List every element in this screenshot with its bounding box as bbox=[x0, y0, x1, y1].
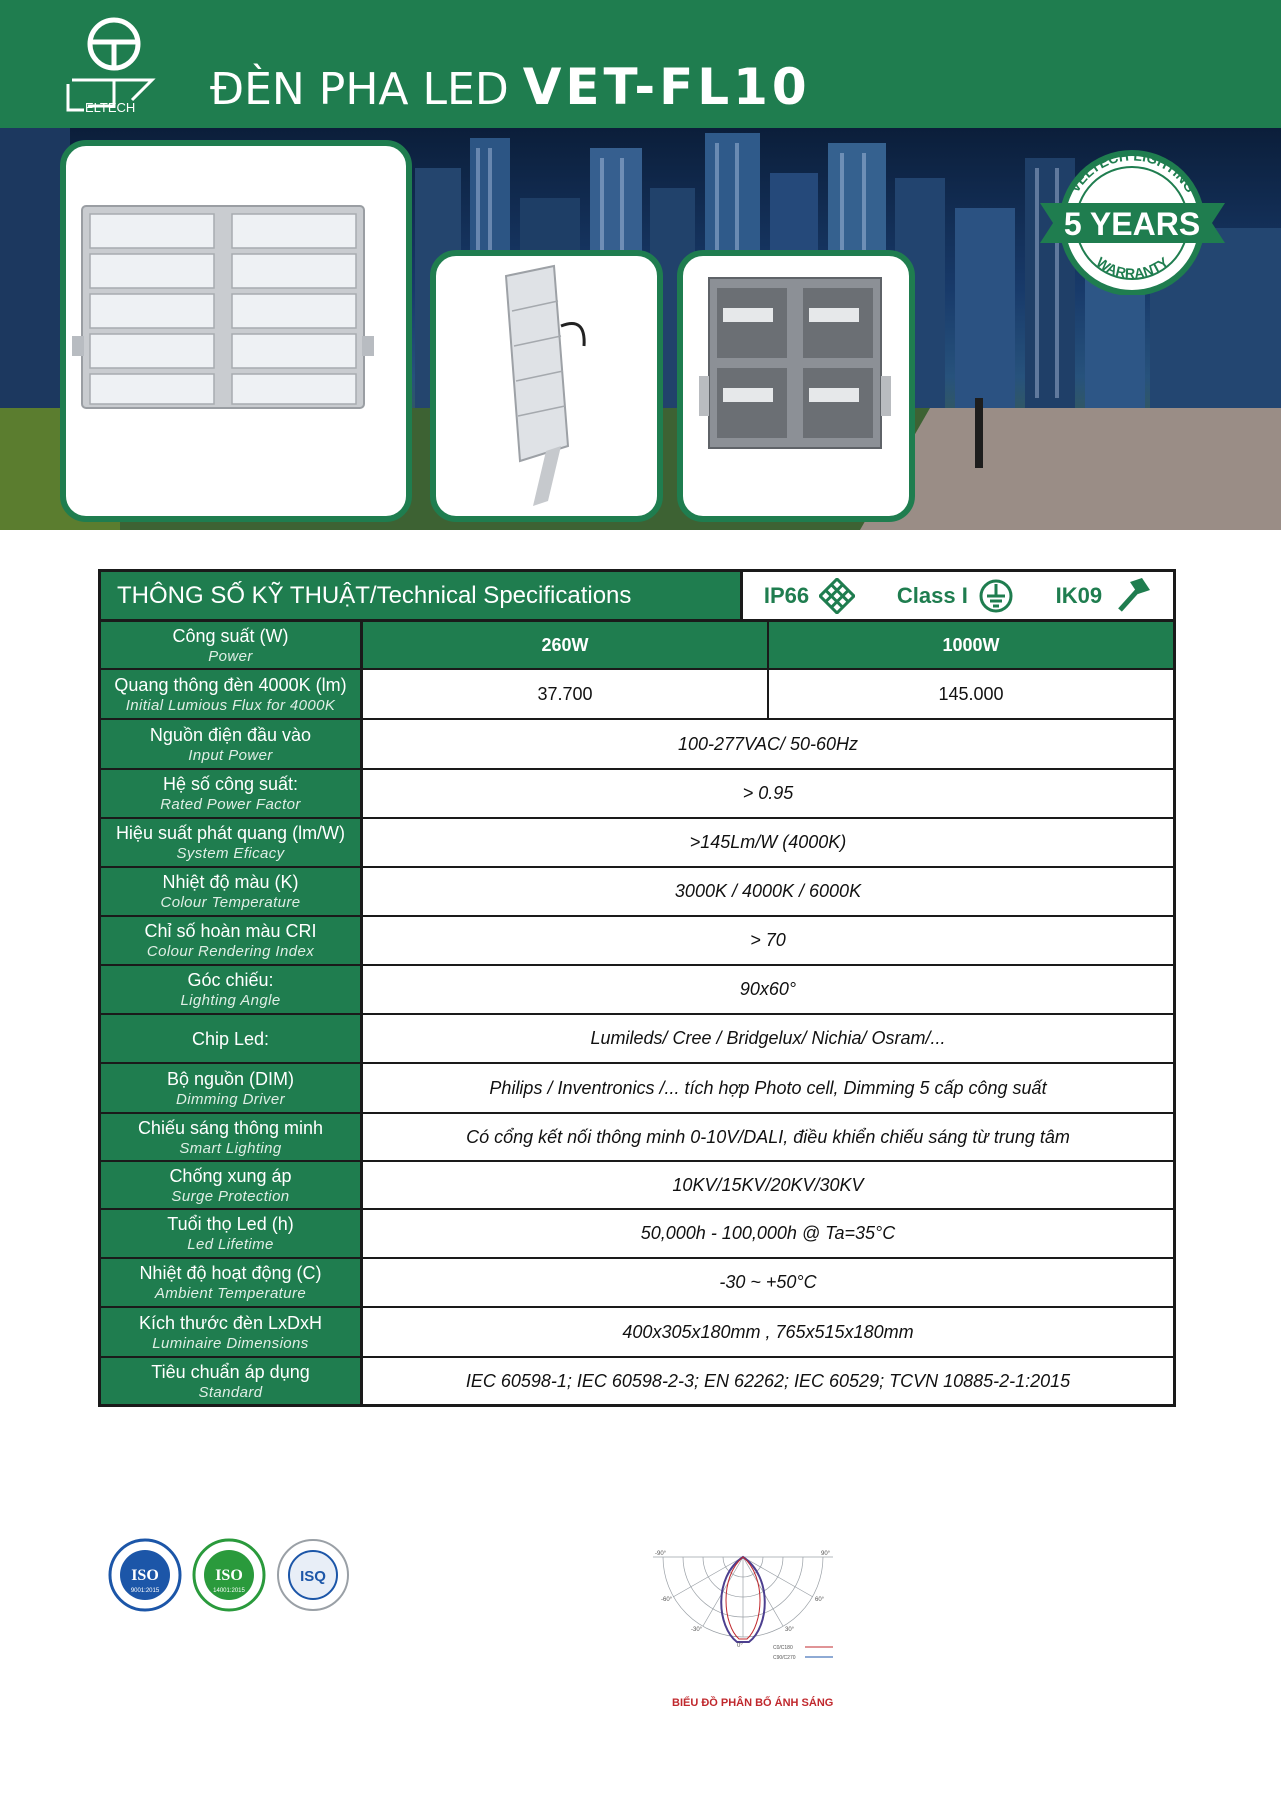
svg-text:ISQ: ISQ bbox=[300, 1568, 326, 1585]
spec-table bbox=[98, 569, 1176, 1407]
spec-row-power bbox=[101, 622, 1173, 668]
spec-rows bbox=[101, 622, 1173, 1404]
label-en: Ambient Temperature bbox=[154, 1285, 307, 1302]
spec-value: 50,000h - 100,000h @ Ta=35°C bbox=[640, 1223, 896, 1243]
rating-ip-label: IP66 bbox=[763, 582, 810, 608]
svg-text:-30°: -30° bbox=[691, 1627, 703, 1633]
spec-value: 3000K / 4000K / 6000K bbox=[674, 881, 862, 901]
spec-label bbox=[101, 622, 363, 668]
floodlight-side-image bbox=[436, 256, 657, 516]
ip-grid-icon bbox=[819, 578, 855, 614]
spec-value bbox=[363, 622, 1173, 668]
spec-value: > 0.95 bbox=[742, 783, 794, 803]
label-en: Colour Rendering Index bbox=[146, 943, 315, 960]
spec-row-cri bbox=[101, 915, 1173, 964]
title-prefix: ĐÈN PHA LED bbox=[210, 64, 509, 115]
spec-label bbox=[101, 819, 363, 866]
product-photo-back bbox=[677, 250, 915, 522]
spec-value: 90x60° bbox=[739, 979, 797, 999]
spec-row-ambient bbox=[101, 1257, 1173, 1306]
spec-label bbox=[101, 720, 363, 768]
spec-label bbox=[101, 868, 363, 915]
spec-value: 400x305x180mm , 765x515x180mm bbox=[622, 1321, 914, 1342]
svg-text:0°: 0° bbox=[737, 1643, 743, 1649]
spec-value: IEC 60598-1; IEC 60598-2-3; EN 62262; IEC 60529; TCVN 10885-2-1:2015 bbox=[465, 1370, 1071, 1391]
label-vi: Hiệu suất phát quang (lm/W) bbox=[115, 823, 346, 843]
spec-row-chip bbox=[101, 1013, 1173, 1062]
svg-text:ISO: ISO bbox=[131, 1567, 159, 1584]
svg-text:-90°: -90° bbox=[655, 1551, 667, 1557]
spec-label bbox=[101, 1064, 363, 1112]
spec-value: Có cổng kết nối thông minh 0-10V/DALI, điều khiển chiếu sáng từ trung tâm bbox=[466, 1126, 1070, 1147]
iso-9001-logo bbox=[108, 1538, 182, 1612]
label-vi: Chỉ số hoàn màu CRI bbox=[144, 921, 317, 941]
svg-text:60°: 60° bbox=[815, 1597, 825, 1603]
spec-value: -30 ~ +50°C bbox=[719, 1272, 817, 1292]
spec-value: > 70 bbox=[750, 930, 786, 950]
logo-text: ELTECH bbox=[85, 100, 136, 115]
label-en: Smart Lighting bbox=[179, 1139, 282, 1157]
value-1000w: 1000W bbox=[767, 622, 1173, 668]
svg-text:90°: 90° bbox=[821, 1551, 831, 1557]
diagram-caption: BIỂU ĐỒ PHÂN BỐ ÁNH SÁNG bbox=[672, 1697, 834, 1709]
spec-row-lifetime bbox=[101, 1208, 1173, 1257]
ratings-group bbox=[743, 572, 1173, 619]
label-vi: Công suất (W) bbox=[172, 625, 289, 646]
spec-row-standard bbox=[101, 1356, 1173, 1404]
label-en: Led Lifetime bbox=[187, 1236, 274, 1253]
svg-text:C0/C180: C0/C180 bbox=[773, 1645, 793, 1651]
hammer-icon bbox=[1112, 576, 1152, 616]
rating-ip bbox=[764, 578, 855, 614]
label-en: Surge Protection bbox=[171, 1187, 290, 1205]
spec-row-dimensions bbox=[101, 1306, 1173, 1356]
label-en: Input Power bbox=[188, 746, 273, 764]
value-flux-260w: 37.700 bbox=[537, 683, 593, 704]
label-en: Lighting Angle bbox=[180, 992, 281, 1009]
spec-label bbox=[101, 1162, 363, 1208]
light-distribution-diagram bbox=[633, 1547, 853, 1687]
spec-row-input bbox=[101, 718, 1173, 768]
label-en: Rated Power Factor bbox=[160, 796, 301, 813]
value-flux-1000w: 145.000 bbox=[767, 670, 1173, 718]
label-vi: Chống xung áp bbox=[169, 1165, 292, 1186]
spec-value: Philips / Inventronics /... tích hợp Photo cell, Dimming 5 cấp công suất bbox=[489, 1077, 1047, 1098]
label-vi: Hệ số công suất: bbox=[162, 774, 299, 794]
spec-label bbox=[101, 1308, 363, 1356]
isq-logo bbox=[276, 1538, 350, 1612]
badge-bottom-text: WARRANTY bbox=[1093, 253, 1172, 282]
spec-row-angle bbox=[101, 964, 1173, 1013]
label-en: Initial Lumious Flux for 4000K bbox=[125, 696, 336, 714]
spec-label bbox=[101, 1114, 363, 1160]
badge-main-text: 5 YEARS bbox=[1063, 206, 1201, 242]
spec-label bbox=[101, 1015, 363, 1062]
product-photo-front bbox=[60, 140, 412, 522]
svg-text:ISO: ISO bbox=[215, 1567, 243, 1584]
title-model: VET-FL10 bbox=[522, 58, 811, 116]
rating-ik bbox=[1056, 576, 1152, 616]
label-vi: Bộ nguồn (DIM) bbox=[166, 1068, 295, 1089]
spec-value: Lumileds/ Cree / Bridgelux/ Nichia/ Osram/... bbox=[590, 1028, 946, 1048]
warranty-badge bbox=[1040, 145, 1225, 295]
spec-value: >145Lm/W (4000K) bbox=[689, 832, 847, 852]
spec-label bbox=[101, 770, 363, 817]
label-vi: Góc chiếu: bbox=[187, 970, 274, 990]
spec-row-power-factor bbox=[101, 768, 1173, 817]
label-vi: Nhiệt độ màu (K) bbox=[162, 872, 299, 892]
label-en: Luminaire Dimensions bbox=[152, 1334, 309, 1352]
spec-label bbox=[101, 1259, 363, 1306]
svg-text:9001:2015: 9001:2015 bbox=[130, 1588, 160, 1594]
spec-label bbox=[101, 1210, 363, 1257]
label-en: Dimming Driver bbox=[176, 1090, 285, 1108]
label-vi: Tiêu chuẩn áp dụng bbox=[151, 1361, 310, 1382]
spec-label bbox=[101, 917, 363, 964]
spec-table-header bbox=[101, 572, 1173, 622]
page-title bbox=[210, 58, 811, 116]
spec-heading: THÔNG SỐ KỸ THUẬT/Technical Specifications bbox=[101, 572, 743, 619]
spec-row-flux bbox=[101, 668, 1173, 718]
badge-top-text: VELTECH LIGHTING bbox=[1066, 147, 1199, 196]
svg-text:C90/C270: C90/C270 bbox=[773, 1655, 796, 1661]
iso-14001-logo bbox=[192, 1538, 266, 1612]
product-photo-side bbox=[430, 250, 663, 522]
spec-row-efficacy bbox=[101, 817, 1173, 866]
label-vi: Kích thước đèn LxDxH bbox=[139, 1312, 322, 1333]
spec-label bbox=[101, 966, 363, 1013]
rating-class-label: Class I bbox=[896, 582, 968, 608]
rating-ik-label: IK09 bbox=[1055, 582, 1103, 608]
label-vi: Quang thông đèn 4000K (lm) bbox=[114, 674, 347, 695]
spec-row-driver bbox=[101, 1062, 1173, 1112]
spec-row-surge bbox=[101, 1160, 1173, 1208]
svg-text:14001:2015: 14001:2015 bbox=[213, 1588, 245, 1594]
label-vi: Chip Led: bbox=[191, 1028, 270, 1049]
label-en: Power bbox=[208, 647, 253, 665]
floodlight-back-image bbox=[683, 256, 909, 516]
label-vi: Nhiệt độ hoạt động (C) bbox=[139, 1263, 322, 1283]
rating-class bbox=[897, 578, 1014, 614]
spec-value: 10KV/15KV/20KV/30KV bbox=[672, 1174, 864, 1195]
svg-text:-60°: -60° bbox=[661, 1597, 673, 1603]
value-260w: 260W bbox=[363, 622, 767, 668]
label-vi: Nguồn điện đầu vào bbox=[149, 724, 312, 745]
floodlight-front-image bbox=[66, 146, 406, 516]
label-en: Standard bbox=[198, 1383, 263, 1401]
spec-value: 100-277VAC/ 50-60Hz bbox=[677, 733, 859, 754]
spec-value bbox=[363, 670, 1173, 718]
spec-row-cct bbox=[101, 866, 1173, 915]
spec-label bbox=[101, 670, 363, 718]
label-vi: Tuổi thọ Led (h) bbox=[167, 1214, 294, 1234]
label-en: Colour Temperature bbox=[160, 894, 301, 911]
label-en: System Eficacy bbox=[176, 845, 285, 862]
ground-symbol-icon bbox=[978, 578, 1014, 614]
spec-label bbox=[101, 1358, 363, 1404]
label-vi: Chiếu sáng thông minh bbox=[137, 1117, 324, 1138]
spec-row-smart bbox=[101, 1112, 1173, 1160]
svg-text:30°: 30° bbox=[785, 1627, 795, 1633]
